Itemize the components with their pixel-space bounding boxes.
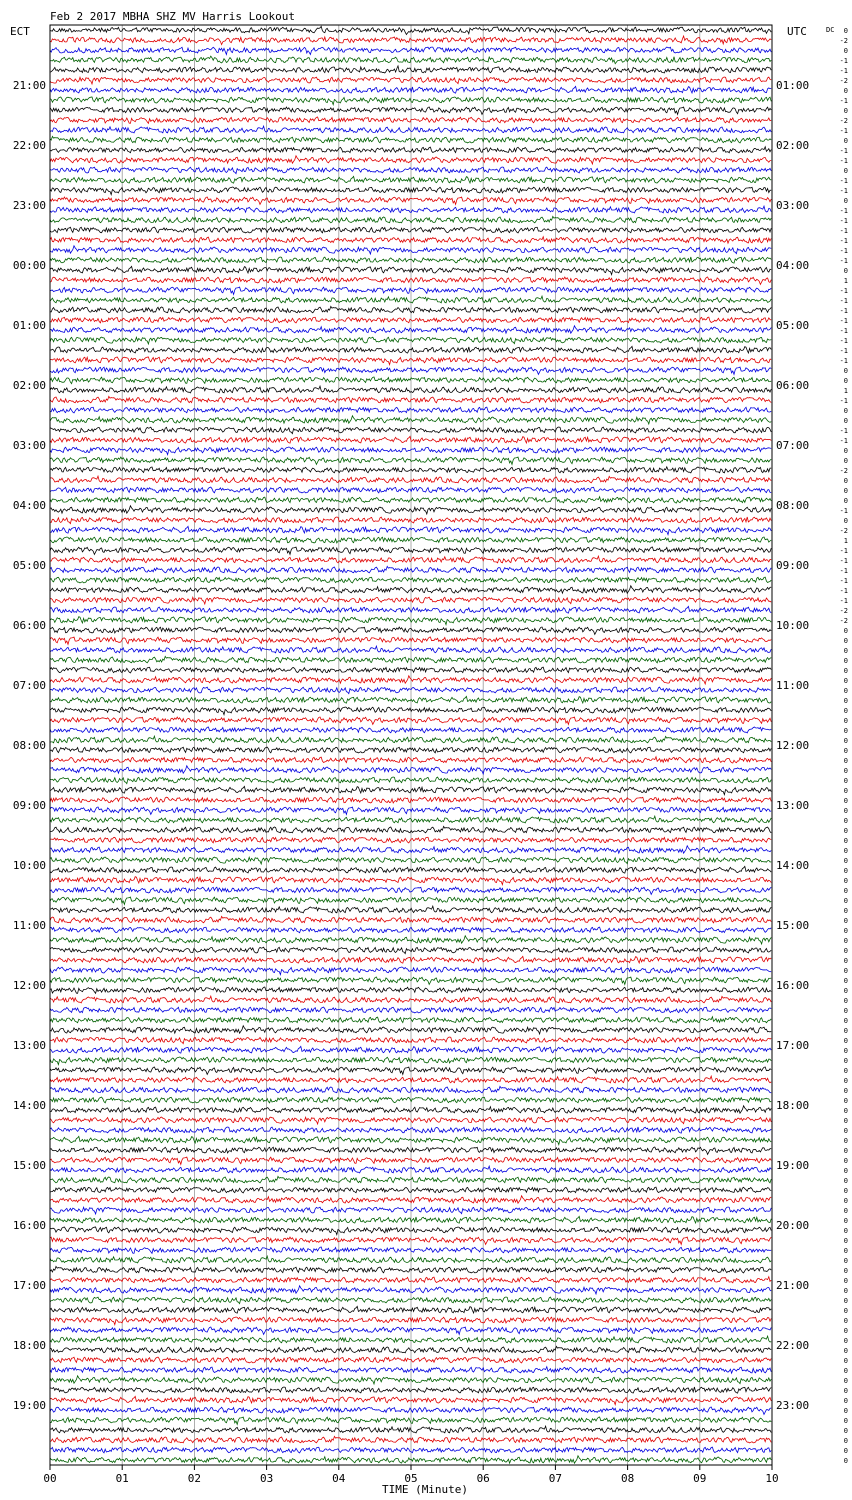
dc-offset-label: 0 bbox=[843, 897, 848, 905]
dc-offset-label: -2 bbox=[839, 37, 848, 45]
left-hour-label: 12:00 bbox=[12, 979, 46, 992]
dc-offset-label: 0 bbox=[843, 857, 848, 865]
dc-offset-label: -1 bbox=[839, 327, 848, 335]
dc-offset-label: 0 bbox=[843, 887, 848, 895]
x-tick-label: 05 bbox=[404, 1472, 418, 1485]
dc-offset-label: 0 bbox=[843, 417, 848, 425]
dc-offset-label: 0 bbox=[843, 477, 848, 485]
left-hour-label: 15:00 bbox=[12, 1159, 46, 1172]
right-axis-label: UTC bbox=[787, 25, 807, 38]
dc-offset-label: 0 bbox=[843, 1197, 848, 1205]
dc-offset-label: -2 bbox=[839, 117, 848, 125]
right-hour-label: 10:00 bbox=[776, 619, 810, 632]
left-hour-label: 21:00 bbox=[12, 79, 46, 92]
dc-offset-label: 0 bbox=[843, 1037, 848, 1045]
left-hour-label: 00:00 bbox=[12, 259, 46, 272]
dc-offset-label: 1 bbox=[843, 537, 848, 545]
dc-offset-label: 0 bbox=[843, 917, 848, 925]
right-hour-label: 18:00 bbox=[776, 1099, 810, 1112]
dc-offset-label: 0 bbox=[843, 1077, 848, 1085]
dc-offset-label: -1 bbox=[839, 67, 848, 75]
dc-offset-label: 0 bbox=[843, 497, 848, 505]
dc-offset-label: 0 bbox=[843, 737, 848, 745]
right-hour-label: 08:00 bbox=[776, 499, 810, 512]
left-hour-label: 18:00 bbox=[12, 1339, 46, 1352]
dc-offset-label: 0 bbox=[843, 767, 848, 775]
dc-offset-label: 0 bbox=[843, 1047, 848, 1055]
dc-offset-label: 0 bbox=[843, 827, 848, 835]
dc-offset-label: 1 bbox=[843, 277, 848, 285]
left-hour-label: 01:00 bbox=[12, 319, 46, 332]
left-hour-label: 02:00 bbox=[12, 379, 46, 392]
dc-offset-label: 0 bbox=[843, 637, 848, 645]
dc-offset-label: 0 bbox=[843, 1067, 848, 1075]
dc-offset-label: -1 bbox=[839, 557, 848, 565]
dc-offset-label: 0 bbox=[843, 107, 848, 115]
dc-offset-label: 0 bbox=[843, 1187, 848, 1195]
dc-offset-label: 0 bbox=[843, 367, 848, 375]
left-hour-label: 09:00 bbox=[12, 799, 46, 812]
dc-offset-label: 0 bbox=[843, 1157, 848, 1165]
x-tick-label: 09 bbox=[693, 1472, 707, 1485]
dc-offset-label: 0 bbox=[843, 1427, 848, 1435]
dc-offset-label: -1 bbox=[839, 97, 848, 105]
dc-offset-label: 0 bbox=[843, 1347, 848, 1355]
dc-offset-label: -1 bbox=[839, 247, 848, 255]
right-hour-label: 17:00 bbox=[776, 1039, 810, 1052]
dc-offset-label: -1 bbox=[839, 157, 848, 165]
dc-offset-label: 0 bbox=[843, 677, 848, 685]
dc-offset-label: 0 bbox=[843, 1007, 848, 1015]
right-hour-label: 09:00 bbox=[776, 559, 810, 572]
dc-offset-label: -1 bbox=[839, 227, 848, 235]
dc-offset-label: -1 bbox=[839, 187, 848, 195]
left-axis-label: ECT bbox=[10, 25, 30, 38]
dc-offset-label: 0 bbox=[843, 1447, 848, 1455]
dc-offset-label: -1 bbox=[839, 57, 848, 65]
dc-offset-label: 0 bbox=[843, 977, 848, 985]
dc-offset-label: 0 bbox=[843, 747, 848, 755]
dc-offset-label: 0 bbox=[843, 1397, 848, 1405]
right-hour-label: 07:00 bbox=[776, 439, 810, 452]
offset-header: DC bbox=[826, 26, 835, 34]
dc-offset-label: 0 bbox=[843, 687, 848, 695]
dc-offset-label: 0 bbox=[843, 777, 848, 785]
left-hour-label: 08:00 bbox=[12, 739, 46, 752]
right-hour-label: 03:00 bbox=[776, 199, 810, 212]
dc-offset-label: 0 bbox=[843, 1317, 848, 1325]
dc-offset-label: 0 bbox=[843, 487, 848, 495]
x-tick-label: 01 bbox=[115, 1472, 129, 1485]
right-hour-label: 20:00 bbox=[776, 1219, 810, 1232]
x-tick-label: 06 bbox=[476, 1472, 490, 1485]
dc-offset-label: 0 bbox=[843, 1307, 848, 1315]
dc-offset-label: -1 bbox=[839, 287, 848, 295]
dc-offset-label: 0 bbox=[843, 1217, 848, 1225]
dc-offset-label: 0 bbox=[843, 627, 848, 635]
dc-offset-label: -1 bbox=[839, 427, 848, 435]
dc-offset-label: -2 bbox=[839, 527, 848, 535]
dc-offset-label: 0 bbox=[843, 937, 848, 945]
dc-offset-label: 0 bbox=[843, 87, 848, 95]
dc-offset-label: 0 bbox=[843, 1227, 848, 1235]
dc-offset-label: 0 bbox=[843, 407, 848, 415]
left-hour-label: 10:00 bbox=[12, 859, 46, 872]
dc-offset-label: 0 bbox=[843, 47, 848, 55]
right-hour-label: 02:00 bbox=[776, 139, 810, 152]
left-hour-label: 05:00 bbox=[12, 559, 46, 572]
dc-offset-label: 0 bbox=[843, 1237, 848, 1245]
dc-offset-label: 0 bbox=[843, 1377, 848, 1385]
dc-offset-label: -1 bbox=[839, 177, 848, 185]
dc-offset-label: 0 bbox=[843, 817, 848, 825]
dc-offset-label: 0 bbox=[843, 1247, 848, 1255]
dc-offset-label: 0 bbox=[843, 1257, 848, 1265]
dc-offset-label: 0 bbox=[843, 1017, 848, 1025]
dc-offset-label: 0 bbox=[843, 267, 848, 275]
dc-offset-label: 0 bbox=[843, 797, 848, 805]
dc-offset-label: 0 bbox=[843, 1167, 848, 1175]
dc-offset-label: 0 bbox=[843, 517, 848, 525]
dc-offset-label: -1 bbox=[839, 257, 848, 265]
dc-offset-label: -2 bbox=[839, 617, 848, 625]
dc-offset-label: 0 bbox=[843, 1127, 848, 1135]
x-tick-label: 02 bbox=[187, 1472, 202, 1485]
dc-offset-label: -2 bbox=[839, 467, 848, 475]
dc-offset-label: 0 bbox=[843, 667, 848, 675]
left-hour-label: 22:00 bbox=[12, 139, 46, 152]
dc-offset-label: -1 bbox=[839, 547, 848, 555]
x-tick-label: 04 bbox=[332, 1472, 346, 1485]
dc-offset-label: 0 bbox=[843, 457, 848, 465]
dc-offset-label: 0 bbox=[843, 1097, 848, 1105]
right-hour-label: 11:00 bbox=[776, 679, 810, 692]
dc-offset-label: 0 bbox=[843, 877, 848, 885]
dc-offset-label: -1 bbox=[839, 317, 848, 325]
dc-offset-label: 0 bbox=[843, 947, 848, 955]
x-tick-label: 08 bbox=[620, 1472, 635, 1485]
dc-offset-label: 0 bbox=[843, 787, 848, 795]
left-hour-label: 13:00 bbox=[12, 1039, 46, 1052]
left-hour-label: 07:00 bbox=[12, 679, 46, 692]
dc-offset-label: 0 bbox=[843, 1407, 848, 1415]
dc-offset-label: -1 bbox=[839, 437, 848, 445]
dc-offset-label: 0 bbox=[843, 707, 848, 715]
dc-offset-label: 0 bbox=[843, 1177, 848, 1185]
dc-offset-label: 0 bbox=[843, 807, 848, 815]
right-hour-label: 12:00 bbox=[776, 739, 810, 752]
dc-offset-label: 0 bbox=[843, 837, 848, 845]
right-hour-label: 19:00 bbox=[776, 1159, 810, 1172]
x-tick-label: 03 bbox=[259, 1472, 274, 1485]
dc-offset-label: -1 bbox=[839, 397, 848, 405]
x-tick-label: 10 bbox=[765, 1472, 779, 1485]
dc-offset-label: 0 bbox=[843, 727, 848, 735]
dc-offset-label: 0 bbox=[843, 1207, 848, 1215]
right-hour-label: 23:00 bbox=[776, 1399, 810, 1412]
dc-offset-label: -2 bbox=[839, 607, 848, 615]
dc-offset-label: 0 bbox=[843, 907, 848, 915]
dc-offset-label: 0 bbox=[843, 1147, 848, 1155]
dc-offset-label: 0 bbox=[843, 1277, 848, 1285]
dc-offset-label: 0 bbox=[843, 1137, 848, 1145]
right-hour-label: 13:00 bbox=[776, 799, 810, 812]
dc-offset-label: 0 bbox=[843, 867, 848, 875]
dc-offset-label: 0 bbox=[843, 1337, 848, 1345]
right-hour-label: 15:00 bbox=[776, 919, 810, 932]
dc-offset-label: 0 bbox=[843, 167, 848, 175]
dc-offset-label: 0 bbox=[843, 1387, 848, 1395]
dc-offset-label: 0 bbox=[843, 1117, 848, 1125]
dc-offset-label: 0 bbox=[843, 647, 848, 655]
dc-offset-label: 0 bbox=[843, 1297, 848, 1305]
dc-offset-label: 0 bbox=[843, 757, 848, 765]
x-tick-label: 07 bbox=[548, 1472, 563, 1485]
dc-offset-label: 0 bbox=[843, 1087, 848, 1095]
right-hour-label: 14:00 bbox=[776, 859, 810, 872]
left-hour-label: 19:00 bbox=[12, 1399, 46, 1412]
left-hour-label: 03:00 bbox=[12, 439, 46, 452]
left-hour-label: 06:00 bbox=[12, 619, 46, 632]
dc-offset-label: 0 bbox=[843, 717, 848, 725]
dc-offset-label: 0 bbox=[843, 1027, 848, 1035]
dc-offset-label: 0 bbox=[843, 997, 848, 1005]
dc-offset-label: 0 bbox=[843, 1417, 848, 1425]
dc-offset-label: 0 bbox=[843, 447, 848, 455]
dc-offset-label: -1 bbox=[839, 597, 848, 605]
dc-offset-label: 0 bbox=[843, 1327, 848, 1335]
dc-offset-label: 0 bbox=[843, 1107, 848, 1115]
dc-offset-label: 0 bbox=[843, 27, 848, 35]
dc-offset-label: -1 bbox=[839, 347, 848, 355]
left-hour-label: 23:00 bbox=[12, 199, 46, 212]
dc-offset-label: -1 bbox=[839, 337, 848, 345]
right-hour-label: 22:00 bbox=[776, 1339, 810, 1352]
dc-offset-label: 0 bbox=[843, 657, 848, 665]
dc-offset-label: -1 bbox=[839, 207, 848, 215]
left-hour-label: 04:00 bbox=[12, 499, 46, 512]
left-hour-label: 17:00 bbox=[12, 1279, 46, 1292]
right-hour-label: 01:00 bbox=[776, 79, 810, 92]
dc-offset-label: -1 bbox=[839, 507, 848, 515]
dc-offset-label: 0 bbox=[843, 137, 848, 145]
dc-offset-label: 0 bbox=[843, 927, 848, 935]
dc-offset-label: 0 bbox=[843, 197, 848, 205]
dc-offset-label: 0 bbox=[843, 1437, 848, 1445]
dc-offset-label: -1 bbox=[839, 147, 848, 155]
dc-offset-label: -1 bbox=[839, 357, 848, 365]
dc-offset-label: -1 bbox=[839, 577, 848, 585]
dc-offset-label: 0 bbox=[843, 377, 848, 385]
dc-offset-label: 0 bbox=[843, 987, 848, 995]
dc-offset-label: 1 bbox=[843, 387, 848, 395]
x-axis-label: TIME (Minute) bbox=[381, 1483, 469, 1496]
x-tick-label: 00 bbox=[43, 1472, 57, 1485]
right-hour-label: 05:00 bbox=[776, 319, 810, 332]
dc-offset-label: -1 bbox=[839, 297, 848, 305]
right-hour-label: 16:00 bbox=[776, 979, 810, 992]
dc-offset-label: -1 bbox=[839, 587, 848, 595]
dc-offset-label: -1 bbox=[839, 307, 848, 315]
dc-offset-label: 0 bbox=[843, 957, 848, 965]
right-hour-label: 04:00 bbox=[776, 259, 810, 272]
dc-offset-label: 0 bbox=[843, 1057, 848, 1065]
dc-offset-label: 0 bbox=[843, 847, 848, 855]
dc-offset-label: 0 bbox=[843, 1367, 848, 1375]
dc-offset-label: -1 bbox=[839, 237, 848, 245]
left-hour-label: 16:00 bbox=[12, 1219, 46, 1232]
right-hour-label: 21:00 bbox=[776, 1279, 810, 1292]
right-hour-label: 06:00 bbox=[776, 379, 810, 392]
dc-offset-label: 0 bbox=[843, 697, 848, 705]
left-hour-label: 14:00 bbox=[12, 1099, 46, 1112]
dc-offset-label: -1 bbox=[839, 127, 848, 135]
dc-offset-label: -2 bbox=[839, 77, 848, 85]
dc-offset-label: -1 bbox=[839, 567, 848, 575]
chart-title: Feb 2 2017 MBHA SHZ MV Harris Lookout bbox=[50, 10, 296, 23]
dc-offset-label: 0 bbox=[843, 967, 848, 975]
dc-offset-label: -1 bbox=[839, 217, 848, 225]
left-hour-label: 11:00 bbox=[12, 919, 46, 932]
dc-offset-label: 0 bbox=[843, 1267, 848, 1275]
dc-offset-label: 0 bbox=[843, 1287, 848, 1295]
dc-offset-label: 0 bbox=[843, 1457, 848, 1465]
dc-offset-label: 0 bbox=[843, 1357, 848, 1365]
